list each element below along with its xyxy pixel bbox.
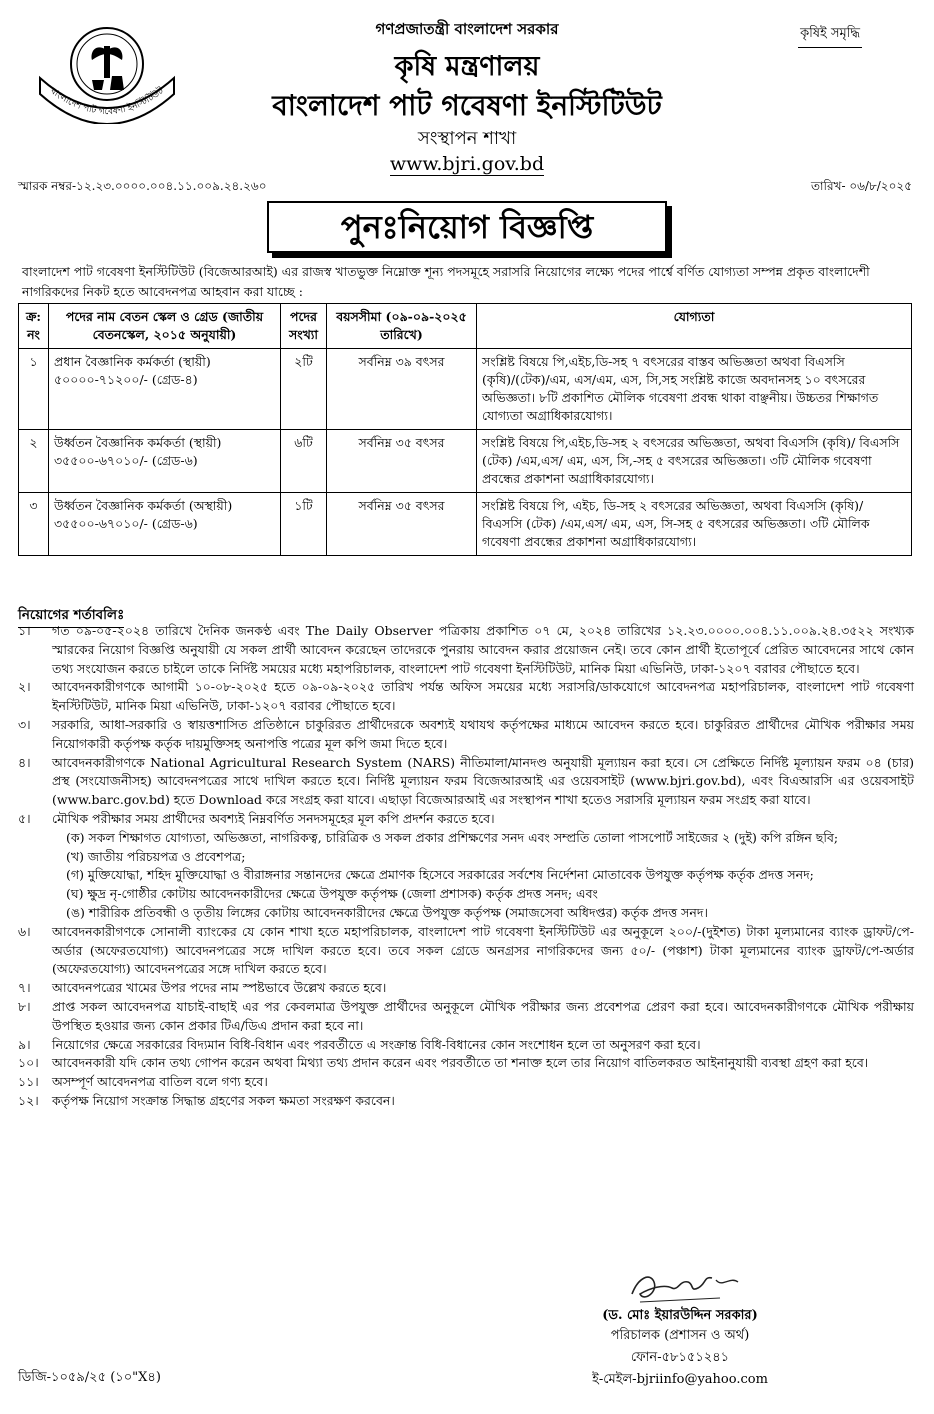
- term-number: ১।: [18, 623, 31, 638]
- term-number: ৬।: [18, 923, 31, 939]
- term-text: নিয়োগের ক্ষেত্রে সরকারের বিদ্যমান বিধি-বিধান এবং পরবর্তীতে এ সংক্রান্ত বিধি-বিধানের কোন সংশোধন হলে তা অনুসরণ করা হবে।: [52, 1036, 701, 1052]
- term-item: [18, 754, 914, 810]
- col-age-header: বয়সসীমা (০৯-০৯-২০২৫ তারিখে): [327, 304, 477, 349]
- pay-scale: ৩৫৫০০-৬৭০১০/- (গ্রেড-৬): [54, 516, 198, 531]
- term-text: প্রাপ্ত সকল আবেদনপত্র যাচাই-বাছাই এর পর কেবলমাত্র উপযুক্ত প্রার্থীদের অনুকূলে মৌখিক পরীক্ষার জন্য প্রবেশপত্র প্রেরণ করা হবে। আবেদনকারীগণকে মৌখিক পরীক্ষায় উপস্থিত হওয়ার জন্য কোন প্রকার টিএ/ডিএ প্রদান করা হবে না।: [52, 998, 914, 1033]
- col-count-header: পদের সংখ্যা: [281, 304, 327, 349]
- term-text: আবেদনকারীগণকে আগামী ১০-০৮-২০২৫ হতে ০৯-০৯-২০২৫ তারিখ পর্যন্ত অফিস সময়ের মধ্যে সরাসরি/ডাকযোগে আবেদনপত্র মহাপরিচালক, বাংলাদেশ পাট গবেষণা ইনস্টিটিউট, মানিক মিয়া এভিনিউ, ঢাকা-১২০৭ বরাবর পৌছাতে হবে।: [52, 679, 914, 714]
- slogan-text: কৃষিই সমৃদ্ধি: [798, 24, 862, 48]
- col-sl-header: ক্র: নং: [19, 304, 49, 349]
- term-item: [18, 1092, 914, 1111]
- post-title: প্রধান বৈজ্ঞানিক কর্মকর্তা (স্থায়ী): [54, 354, 211, 369]
- term-number: ১২।: [18, 1092, 39, 1108]
- term-item: [18, 923, 914, 979]
- term-text: আবেদনকারীগণকে সোনালী ব্যাংকের যে কোন শাখা হতে মহাপরিচালক, বাংলাদেশ পাট গবেষণা ইনস্টিটিউট এর অনুকূলে ২০০/-(দুইশত) টাকা মূল্যমানের ব্যাংক ড্রাফট/পে-অর্ডার (অফেরতযোগ্য) আবেদনপত্রের সঙ্গে দাখিল করতে হবে। তবে সকল গ্রেডে অনগ্রসর নাগরিকদের জন্য ৫০/- (পঞ্চাশ) টাকা মূল্যমানের ব্যাংক ড্রাফট/পে-অর্ডার (অফেরতযোগ্য) আবেদনপত্রের সঙ্গে দাখিল করতে হবে।: [52, 923, 914, 977]
- signatory-phone: ফোন-৫৮১৫১২৪১: [630, 1350, 730, 1365]
- qualification-cell: সংশ্লিষ্ট বিষয়ে পি,এইচ,ডি-সহ ২ বৎসরের অভিজ্ঞতা, অথবা বিএসসি (কৃষি)/ বিএসসি (টেক) /এম,এস/ এম, এস, সি,-সহ ৫ বৎসরের অভিজ্ঞতা। ৩টি মৌলিক গবেষণা প্রবন্ধের প্রকাশনা অগ্রাধিকারযোগ্য।: [477, 430, 912, 493]
- term-body: [52, 1036, 914, 1055]
- qualification-cell: সংশ্লিষ্ট বিষয়ে পি, এইচ, ডি-সহ ২ বৎসরের অভিজ্ঞতা, অথবা বিএসসি (কৃষি)/ বিএসসি (টেক) /এম,এস/ এম, এস, সি-সহ ৫ বৎসরের অভিজ্ঞতা। ৩টি মৌলিক গবেষণা প্রবন্ধের প্রকাশনা অগ্রাধিকারযোগ্য।: [477, 493, 912, 556]
- term-body: [52, 923, 914, 979]
- term-subitem: (ক) সকল শিক্ষাগত যোগ্যতা, অভিজ্ঞতা, নাগরিকত্ব, চারিত্রিক ও সকল প্রকার প্রশিক্ষণের সনদ এবং সম্প্রতি তোলা পাসপোর্ট সাইজের ২ (দুই) কপি রঙ্গিন ছবি;: [66, 829, 839, 845]
- term-item: [18, 979, 914, 998]
- term-subitem: (গ) মুক্তিযোদ্ধা, শহিদ মুক্তিযোদ্ধা ও বীরাঙ্গনার সন্তানদের ক্ষেত্রে প্রমাণক হিসেবে সরকারের সর্বশেষ নির্দেশনা মোতাবেক উপযুক্ত কর্তৃপক্ষ কর্তৃক প্রদত্ত সনদ;: [66, 867, 814, 883]
- term-item: [18, 1036, 914, 1055]
- term-subitem: (ঙ) শারীরিক প্রতিবন্ধী ও তৃতীয় লিঙ্গের কোটায় আবেদনকারীদের ক্ষেত্রে উপযুক্ত কর্তৃপক্ষ (সমাজসেবা অধিদপ্তর) কর্তৃক প্রদত্ত সনদ।: [66, 904, 708, 920]
- sl-cell: ৩: [19, 493, 49, 556]
- term-text: কর্তৃপক্ষ নিয়োগ সংক্রান্ত সিদ্ধান্ত গ্রহণের সকল ক্ষমতা সংরক্ষণ করবেন।: [52, 1092, 395, 1108]
- age-cell: সর্বনিম্ন ৩৯ বৎসর: [327, 349, 477, 430]
- qualification-cell: সংশ্লিষ্ট বিষয়ে পি,এইচ,ডি-সহ ৭ বৎসরের বাস্তব অভিজ্ঞতা অথবা বিএসসি (কৃষি)/(টেক)/এম, এস/এম, এস, সি,সহ সংশ্লিষ্ট কাজে অবদানসহ ১০ বৎসরের অভিজ্ঞতা। ৮টি প্রকাশিত মৌলিক গবেষণা প্রবন্ধ থাকা বাঞ্ছনীয়। উচ্চতর শিক্ষাগত যোগ্যতা অগ্রাধিকারযোগ্য।: [477, 349, 912, 430]
- term-number: ৯।: [18, 1036, 31, 1052]
- signatory-title: পরিচালক (প্রশাসন ও অর্থ): [610, 1328, 750, 1343]
- logo-text: বাংলাদেশ পাট গবেষণা ইনস্টিটিউট: [48, 86, 166, 118]
- count-cell: ১টি: [281, 493, 327, 556]
- term-number: ১০।: [18, 1055, 39, 1071]
- intro-paragraph: বাংলাদেশ পাট গবেষণা ইনস্টিটিউট (বিজেআরআই) এর রাজস্ব খাতভুক্ত নিম্নোক্ত শূন্য পদসমূহে সরাসরি নিয়োগের লক্ষ্যে পদের পার্শ্বে বর্ণিত যোগ্যতা সম্পন্ন প্রকৃত বাংলাদেশী নাগরিকদের নিকট হতে আবেদনপত্র আহবান করা যাচ্ছে :: [22, 264, 870, 299]
- term-body: [52, 810, 914, 923]
- term-number: ৪।: [18, 754, 31, 770]
- term-item: [18, 678, 914, 716]
- term-text: আবেদনকারী যদি কোন তথ্য গোপন করেন অথবা মিথ্যা তথ্য প্রদান করেন এবং পরবর্তীতে তা শনাক্ত হলে তার নিয়োগ বাতিলকরত আইনানুযায়ী ব্যবস্থা গ্রহণ করা হবে।: [52, 1055, 869, 1071]
- term-body: [52, 754, 914, 810]
- term-body: [52, 678, 914, 716]
- post-title: উর্ধ্বতন বৈজ্ঞানিক কর্মকর্তা (স্থায়ী): [54, 435, 222, 450]
- signatory-email: ই-মেইল-bjriinfo@yahoo.com: [592, 1372, 768, 1387]
- ministry-name: কৃষি মন্ত্রণালয়: [394, 51, 540, 82]
- headline: পুনঃনিয়োগ বিজ্ঞপ্তি: [340, 208, 594, 246]
- website-text: www.bjri.gov.bd: [389, 153, 545, 175]
- terms-title: নিয়োগের শর্তাবলিঃ: [18, 604, 124, 628]
- term-text: অসম্পূর্ণ আবেদনপত্র বাতিল বলে গণ্য হবে।: [52, 1074, 268, 1090]
- col-post-header: পদের নাম বেতন স্কেল ও গ্রেড (জাতীয় বেতনস্কেল, ২০১৫ অনুযায়ী): [49, 304, 281, 349]
- post-cell: [49, 493, 281, 556]
- table-header-row: [19, 304, 912, 349]
- term-number: ৮।: [18, 998, 31, 1014]
- term-body: [52, 1054, 914, 1073]
- institute-name: বাংলাদেশ পাট গবেষণা ইনস্টিটিউট: [272, 89, 662, 122]
- term-text: সরকারি, আধা-সরকারি ও স্বায়ত্তশাসিত প্রতিষ্ঠানে চাকুরিরত প্রার্থীদেরকে অবশ্যই যথাযথ কর্তৃপক্ষের মাধ্যমে আবেদন করতে হবে। চাকুরিরত প্রার্থীদের মৌখিক পরীক্ষার সময় নিয়োগকারী কর্তৃপক্ষ কর্তৃক দায়মুক্তিসহ অনাপত্তি পত্রের মূল কপি জমা দিতে হবে।: [52, 716, 914, 751]
- term-number: ২।: [18, 679, 31, 695]
- term-text: গত ০৯-০৫-২০২৪ তারিখে দৈনিক জনকণ্ঠ এবং The Daily Observer পত্রিকায় প্রকাশিত ০৭ মে, ২০২৪ তারিখের ১২.২৩.০০০০.০০৪.১১.০০৯.২৪.৩৫২২ সংখ্যক স্মারকের নিয়োগ বিজ্ঞপ্তি অনুযায়ী যে সকল প্রার্থী আবেদন করেছেন তাদেরকে পুনরায় আবেদন করার প্রয়োজন নেই। তবে কোন প্রার্থী ইতোপূর্বে প্রেরিত আবেদনের সাথে কোন তথ্য সংযোজন করতে চাইলে তাকে নির্দিষ্ট সময়ের মধ্যে মহাপরিচালক, বাংলাদেশ পাট গবেষণা ইনস্টিটিউট, মানিক মিয়া এভিনিউ, ঢাকা-১২০৭ বরাবর পৌছাতে হবে।: [52, 623, 914, 676]
- term-body: [52, 1073, 914, 1092]
- posts-table: [18, 303, 912, 556]
- age-cell: সর্বনিম্ন ৩৫ বৎসর: [327, 430, 477, 493]
- term-subitem: (খ) জাতীয় পরিচয়পত্র ও প্রবেশপত্র;: [66, 848, 246, 864]
- term-item: [18, 810, 914, 923]
- government-name: গণপ্রজাতন্ত্রী বাংলাদেশ সরকার: [375, 20, 559, 38]
- pay-scale: ৫০০০০-৭১২০০/- (গ্রেড-৪): [54, 372, 198, 387]
- term-body: [52, 1092, 914, 1111]
- footer-code: ডিজি-১০৫৯/২৫ (১০"X৪): [18, 1370, 161, 1385]
- term-item: [18, 622, 914, 678]
- term-body: [52, 979, 914, 998]
- term-number: ৭।: [18, 980, 31, 996]
- term-number: ৩।: [18, 716, 31, 732]
- signatory-name: (ড. মোঃ ইয়ারউদ্দিন সরকার): [602, 1308, 758, 1323]
- term-subitem: (ঘ) ক্ষুদ্র নৃ-গোষ্ঠীর কোটায় আবেদনকারীদের ক্ষেত্রে উপযুক্ত কর্তৃপক্ষ (জেলা প্রশাসক) কর্তৃক প্রদত্ত সনদ; এবং: [66, 886, 598, 902]
- post-title: উর্ধ্বতন বৈজ্ঞানিক কর্মকর্তা (অস্থায়ী): [54, 498, 233, 513]
- sl-cell: ২: [19, 430, 49, 493]
- post-cell: [49, 430, 281, 493]
- term-number: ১১।: [18, 1074, 39, 1090]
- terms-list: [18, 622, 914, 1111]
- table-row: [19, 493, 912, 556]
- term-body: [52, 716, 914, 754]
- term-number: ৫।: [18, 810, 31, 826]
- term-text: মৌখিক পরীক্ষার সময় প্রার্থীদের অবশ্যই নিম্নবর্ণিত সনদসমূহের মূল কপি প্রদর্শন করতে হবে।: [52, 810, 495, 826]
- term-item: [18, 716, 914, 754]
- post-cell: [49, 349, 281, 430]
- count-cell: ২টি: [281, 349, 327, 430]
- table-row: [19, 349, 912, 430]
- branch-name: সংস্থাপন শাখা: [417, 128, 517, 149]
- count-cell: ৬টি: [281, 430, 327, 493]
- pay-scale: ৩৫৫০০-৬৭০১০/- (গ্রেড-৬): [54, 453, 198, 468]
- memo-number: স্মারক নম্বর-১২.২৩.০০০০.০০৪.১১.০০৯.২৪.২৬০: [18, 179, 267, 193]
- term-item: [18, 1054, 914, 1073]
- term-body: [52, 622, 914, 678]
- col-qualification-header: যোগ্যতা: [477, 304, 912, 349]
- term-body: [52, 998, 914, 1036]
- term-text: আবেদনপত্রের খামের উপর পদের নাম স্পষ্টভাবে উল্লেখ করতে হবে।: [52, 980, 387, 996]
- website-link[interactable]: [0, 153, 934, 175]
- term-item: [18, 998, 914, 1036]
- headline-box: [267, 201, 667, 253]
- table-row: [19, 430, 912, 493]
- handwritten-signature: [620, 1258, 770, 1310]
- term-text: আবেদনকারীগণকে National Agricultural Research System (NARS) নীতিমালা/মানদণ্ড অনুযায়ী মূল্যায়ন করা হবে। সে প্রেক্ষিতে নির্দিষ্ট মূল্যায়ন ফরম ০৪ (চার) প্রস্থ (সংযোজনীসহ) আবেদনপত্রের সাথে দাখিল করতে হবে। নির্দিষ্ট মূল্যায়ন ফরম বিজেআরআই এর ওয়েবসাইট (www.bjri.gov.bd), এবং বিএআরসি এর ওয়েবসাইট (www.barc.gov.bd) হতে Download করে সংগ্রহ করা যাবে। এছাড়া বিজেআরআই এর সংস্থাপন শাখা হতেও সরাসরি মূল্যায়ন ফরম সংগ্রহ করা যাবে।: [52, 754, 914, 808]
- age-cell: সর্বনিম্ন ৩৫ বৎসর: [327, 493, 477, 556]
- notice-date: তারিখ- ০৬/৮/২০২৫: [811, 179, 912, 193]
- term-item: [18, 1073, 914, 1092]
- sl-cell: ১: [19, 349, 49, 430]
